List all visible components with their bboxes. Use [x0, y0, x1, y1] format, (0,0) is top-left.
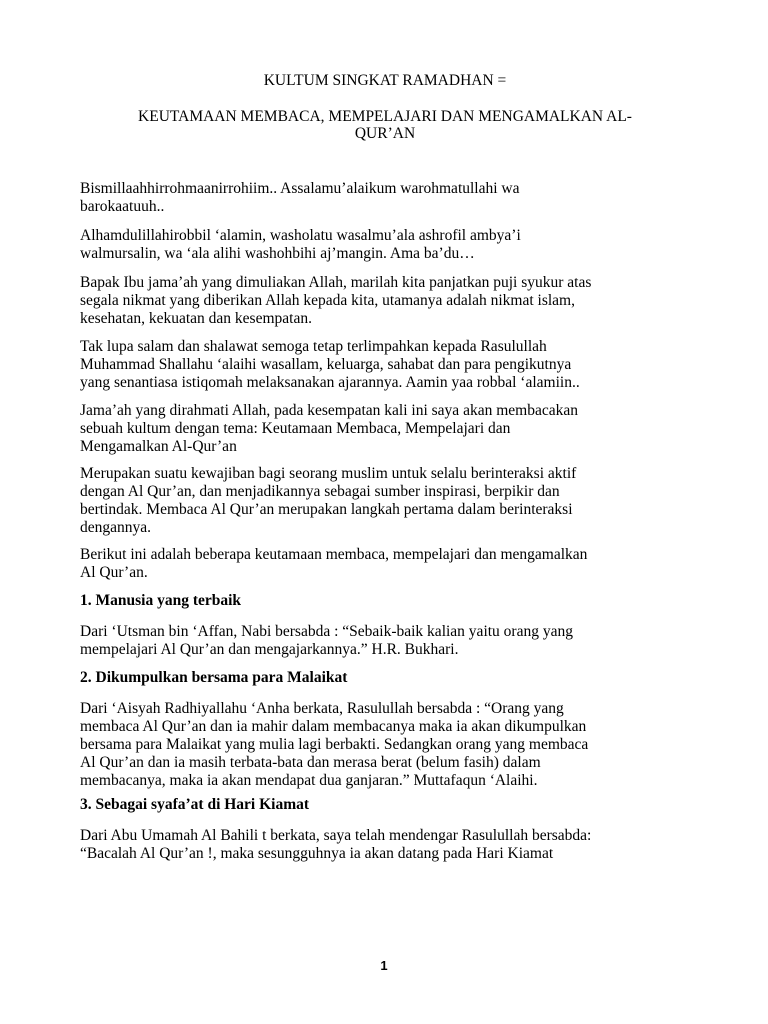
paragraph-line: bertindak. Membaca Al Qur’an merupakan langkah pertama dalam berinteraksi: [80, 501, 573, 518]
paragraph-line: bersama para Malaikat yang mulia lagi berbakti. Sedangkan orang yang membaca: [80, 736, 589, 753]
paragraph-line: Berikut ini adalah beberapa keutamaan membaca, mempelajari dan mengamalkan: [80, 546, 588, 563]
paragraph-line: Bapak Ibu jama’ah yang dimuliakan Allah, marilah kita panjatkan puji syukur atas: [80, 274, 592, 291]
section-body: [80, 827, 692, 863]
paragraph-line: Dari Abu Umamah Al Bahili t berkata, saya telah mendengar Rasulullah bersabda:: [80, 827, 592, 844]
paragraph-kewajiban: [80, 465, 692, 537]
paragraph-line: barokaatuuh..: [80, 198, 165, 215]
paragraph-line: yang senantiasa istiqomah melaksanakan ajarannya. Aamin yaa robbal ‘alamiin..: [80, 374, 580, 391]
paragraph-line: Al Qur’an dan ia masih terbata-bata dan merasa berat (belum fasih) dalam: [80, 754, 541, 771]
subtitle-line: QUR’AN: [354, 125, 416, 142]
paragraph-line: Tak lupa salam dan shalawat semoga tetap terlimpahkan kepada Rasulullah: [80, 338, 547, 355]
paragraph-line: sebuah kultum dengan tema: Keutamaan Membaca, Mempelajari dan: [80, 420, 511, 437]
paragraph-line: Mengamalkan Al-Qur’an: [80, 438, 237, 455]
document-title: KULTUM SINGKAT RAMADHAN =: [263, 72, 507, 89]
paragraph-syukur: [80, 274, 692, 328]
paragraph-line: segala nikmat yang diberikan Allah kepada kita, utamanya adalah nikmat islam,: [80, 292, 575, 309]
paragraph-line: Jama’ah yang dirahmati Allah, pada kesempatan kali ini saya akan membacakan: [80, 402, 578, 419]
paragraph-keutamaan-intro: [80, 546, 692, 582]
paragraph-line: walmursalin, wa ‘ala alihi washohbihi aj’mangin. Ama ba’du…: [80, 245, 475, 262]
paragraph-greeting: [80, 180, 692, 216]
paragraph-line: Bismillaahhirrohmaanirrohiim.. Assalamu’alaikum warohmatullahi wa: [80, 180, 520, 197]
document-subtitle: [60, 108, 710, 142]
paragraph-line: mempelajari Al Qur’an dan mengajarkannya.” H.R. Bukhari.: [80, 641, 459, 658]
section-heading: 2. Dikumpulkan bersama para Malaikat: [80, 669, 348, 686]
paragraph-line: Alhamdulillahirobbil ‘alamin, washolatu wasalmu’ala ashrofil ambya’i: [80, 227, 521, 244]
section-heading: 3. Sebagai syafa’at di Hari Kiamat: [80, 796, 310, 813]
section-body: [80, 700, 692, 790]
page-number: 1: [380, 958, 388, 973]
paragraph-tema: [80, 402, 692, 456]
section-heading: 1. Manusia yang terbaik: [80, 592, 242, 609]
paragraph-line: Muhammad Shallahu ‘alaihi wasallam, keluarga, sahabat dan para pengikutnya: [80, 356, 572, 373]
paragraph-line: membacanya, maka ia akan mendapat dua ganjaran.” Muttafaqun ‘Alaihi.: [80, 772, 538, 789]
section-body: [80, 623, 692, 659]
paragraph-line: Dari ‘Aisyah Radhiyallahu ‘Anha berkata, Rasulullah bersabda : “Orang yang: [80, 700, 564, 717]
subtitle-line: KEUTAMAAN MEMBACA, MEMPELAJARI DAN MENGAMALKAN AL-: [138, 108, 632, 125]
paragraph-line: dengannya.: [80, 519, 152, 536]
paragraph-line: Al Qur’an.: [80, 564, 148, 581]
paragraph-line: “Bacalah Al Qur’an !, maka sesungguhnya ia akan datang pada Hari Kiamat: [80, 845, 554, 862]
paragraph-line: dengan Al Qur’an, dan menjadikannya sebagai sumber inspirasi, berpikir dan: [80, 483, 560, 500]
paragraph-line: Dari ‘Utsman bin ‘Affan, Nabi bersabda : “Sebaik-baik kalian yaitu orang yang: [80, 623, 573, 640]
paragraph-shalawat: [80, 338, 692, 392]
paragraph-line: Merupakan suatu kewajiban bagi seorang muslim untuk selalu berinteraksi aktif: [80, 465, 577, 482]
paragraph-hamdalah: [80, 227, 692, 263]
paragraph-line: membaca Al Qur’an dan ia mahir dalam membacanya maka ia akan dikumpulkan: [80, 718, 587, 735]
paragraph-line: kesehatan, kekuatan dan kesempatan.: [80, 310, 312, 327]
